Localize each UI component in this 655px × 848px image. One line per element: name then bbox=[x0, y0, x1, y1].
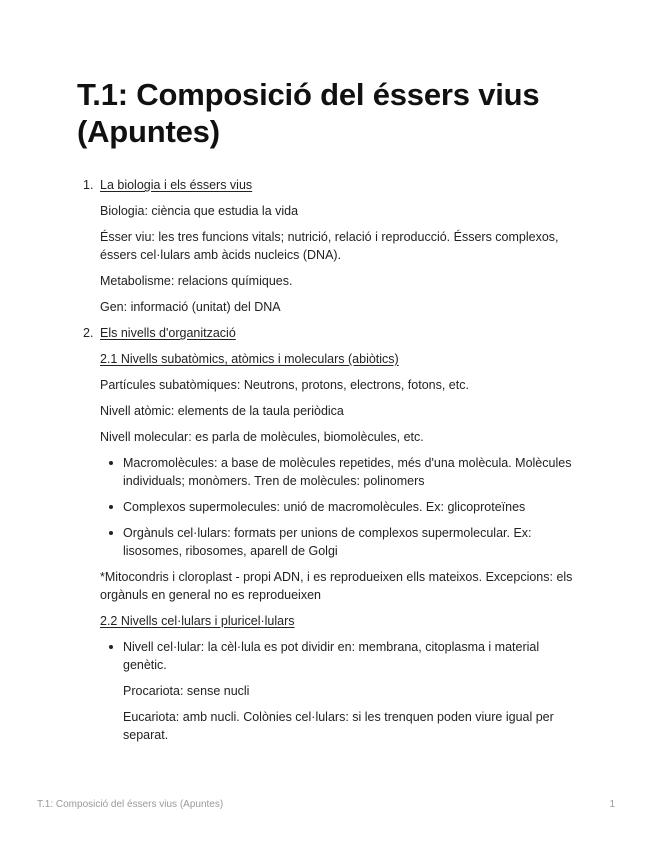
paragraph: Ésser viu: les tres funcions vitals; nutrició, relació i reproducció. Éssers complexos, éssers cel·lulars amb àcids nucleics (DNA). bbox=[100, 230, 559, 262]
paragraph: Biologia: ciència que estudia la vida bbox=[100, 204, 299, 218]
section-title: Els nivells d'organització bbox=[100, 326, 236, 340]
section-heading-2 bbox=[78, 324, 578, 342]
subsection-heading-2-2 bbox=[100, 612, 578, 630]
list-item-text: Nivell cel·lular: la cèl·lula es pot dividir en: membrana, citoplasma i material genètic. bbox=[123, 640, 540, 672]
paragraph: Partícules subatòmiques: Neutrons, protons, electrons, fotons, etc. bbox=[100, 378, 469, 392]
list-item: Macromolècules: a base de molècules repetides, més d'una molècula. Molècules individuals; monòmers. Tren de molècules: polinomers bbox=[123, 454, 578, 490]
paragraph: Metabolisme: relacions químiques. bbox=[100, 274, 293, 288]
subsection-heading-2-1 bbox=[100, 350, 578, 368]
section-number: 1. bbox=[83, 178, 94, 192]
footer-title: T.1: Composició del éssers vius (Apuntes) bbox=[37, 799, 224, 810]
list-item: Orgànuls cel·lulars: formats per unions de complexos supermolecular. Ex: lisosomes, ribosomes, aparell de Golgi bbox=[123, 524, 578, 560]
page-number: 1 bbox=[609, 799, 615, 810]
subsection-title: 2.1 Nivells subatòmics, atòmics i moleculars (abiòtics) bbox=[100, 352, 399, 366]
bullet-list bbox=[78, 454, 578, 560]
list-item bbox=[123, 638, 578, 744]
list-item-paragraph: Procariota: sense nucli bbox=[123, 684, 250, 698]
bullet-list bbox=[78, 638, 578, 744]
section-number: 2. bbox=[83, 326, 94, 340]
page-title: T.1: Composició del éssers vius (Apuntes) bbox=[77, 77, 540, 149]
list-item: Complexos supermolecules: unió de macromolècules. Ex: glicoproteïnes bbox=[123, 498, 578, 516]
page-footer bbox=[37, 799, 615, 810]
list-item-paragraph: Eucariota: amb nucli. Colònies cel·lulars: si les trenquen poden viure igual per separat. bbox=[123, 710, 554, 742]
paragraph: Gen: informació (unitat) del DNA bbox=[100, 300, 281, 314]
paragraph: Nivell molecular: es parla de molècules, biomolècules, etc. bbox=[100, 430, 424, 444]
note-paragraph: *Mitocondris i cloroplast - propi ADN, i es reprodueixen ells mateixos. Excepcions: els orgànuls en general no es reprodueixen bbox=[100, 570, 573, 602]
document-body bbox=[78, 176, 578, 752]
subsection-title: 2.2 Nivells cel·lulars i pluricel·lulars bbox=[100, 614, 295, 628]
paragraph: Nivell atòmic: elements de la taula periòdica bbox=[100, 404, 344, 418]
section-heading-1 bbox=[78, 176, 578, 194]
section-title: La biologia i els éssers vius bbox=[100, 178, 253, 192]
